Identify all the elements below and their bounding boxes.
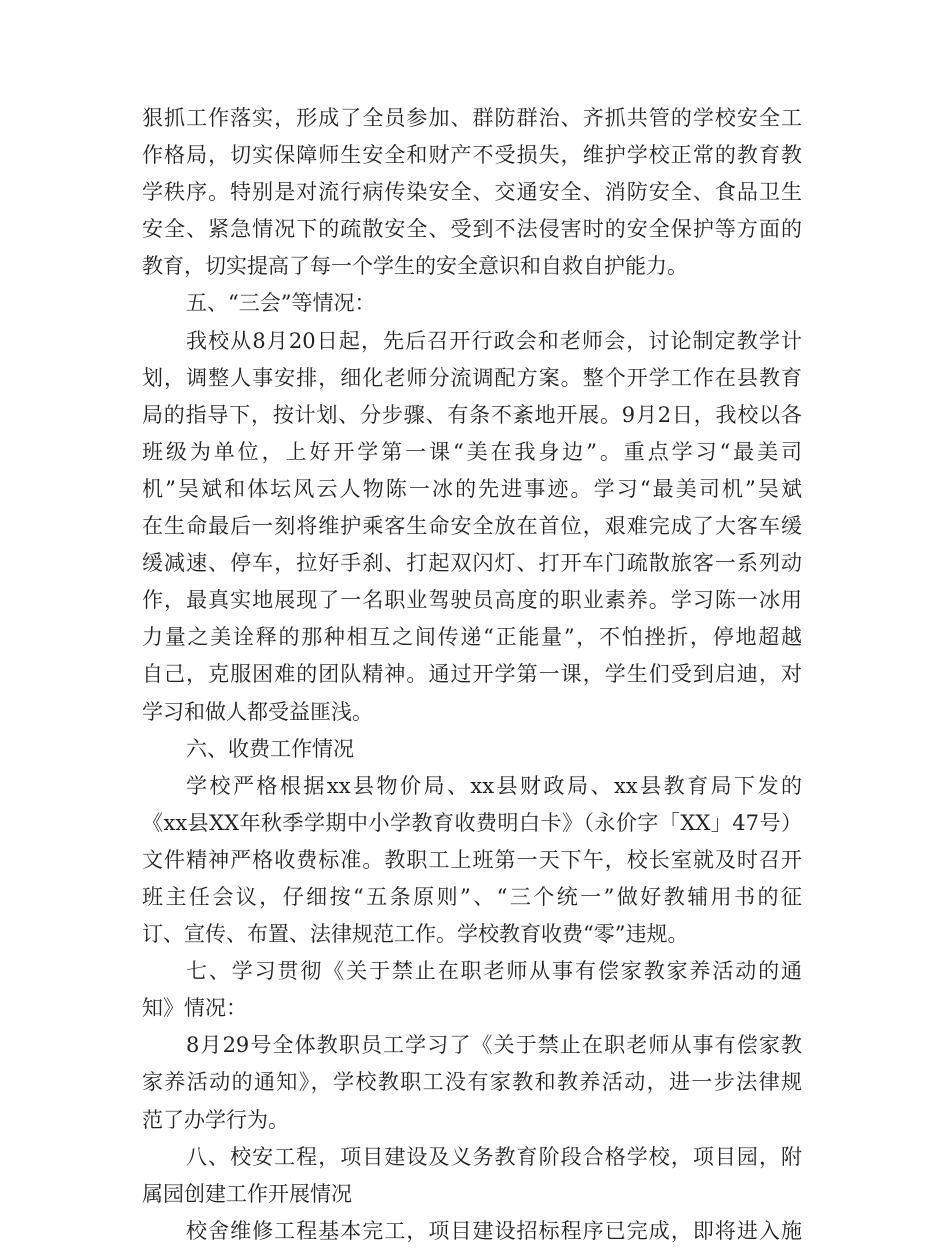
paragraph-line: 8月29号全体教职员工学习了《关于禁止在职老师从事有偿家教 xyxy=(186,1033,802,1058)
paragraph-line: 狠抓工作落实，形成了全员参加、群防群治、齐抓共管的学校安全工 xyxy=(142,106,802,130)
paragraph-line: 机”吴斌和体坛风云人物陈一冰的先进事迹。学习“最美司机”吴斌 xyxy=(142,476,802,501)
paragraph-line: 教育，切实提高了每一个学生的安全意识和自救自护能力。 xyxy=(142,254,688,279)
paragraph-line: 在生命最后一刻将维护乘客生命安全放在首位，艰难完成了大客车缓 xyxy=(142,514,802,539)
paragraph-line: 局的指导下，按计划、分步骤、有条不紊地开展。9月2日，我校以各 xyxy=(142,402,802,427)
paragraph-line: 家养活动的通知》，学校教职工没有家教和教养活动，进一步法律规 xyxy=(142,1070,802,1095)
paragraph-line: 班级为单位，上好开学第一课“美在我身边”。重点学习“最美司 xyxy=(142,439,802,464)
paragraph-line: 文件精神严格收费标准。教职工上班第一天下午，校长室就及时召开 xyxy=(142,847,802,872)
paragraph-line: 缓减速、停车，拉好手刹、打起双闪灯、打开车门疏散旅客一系列动 xyxy=(142,551,802,576)
paragraph-line: 学习和做人都受益匪浅。 xyxy=(142,699,373,724)
document-body xyxy=(142,100,802,1250)
section-heading: 属园创建工作开展情况 xyxy=(142,1181,352,1206)
section-heading: 八、校安工程，项目建设及义务教育阶段合格学校，项目园，附 xyxy=(186,1144,802,1169)
paragraph-line: 《xx县XX年秋季学期中小学教育收费明白卡》（永价字「XX」47号） xyxy=(142,810,802,835)
paragraph-line: 订、宣传、布置、法律规范工作。学校教育收费“零”违规。 xyxy=(142,922,689,947)
paragraph-line: 划，调整人事安排，细化老师分流调配方案。整个开学工作在县教育 xyxy=(142,365,802,390)
paragraph-line: 作，最真实地展现了一名职业驾驶员高度的职业素养。学习陈一冰用 xyxy=(142,588,802,613)
section-heading: 七、学习贯彻《关于禁止在职老师从事有偿家教家养活动的通 xyxy=(186,959,802,984)
section-heading: 知》情况： xyxy=(142,996,247,1021)
paragraph-line: 班主任会议，仔细按“五条原则”、“三个统一”做好教辅用书的征 xyxy=(142,884,802,909)
paragraph-line: 安全、紧急情况下的疏散安全、受到不法侵害时的安全保护等方面的 xyxy=(142,217,802,242)
section-heading: 六、收费工作情况 xyxy=(186,736,354,761)
paragraph-line: 自己，克服困难的团队精神。通过开学第一课，学生们受到启迪，对 xyxy=(142,662,802,687)
paragraph-line: 范了办学行为。 xyxy=(142,1107,289,1132)
paragraph-line: 我校从8月20日起，先后召开行政会和老师会，讨论制定教学计 xyxy=(186,328,802,353)
paragraph-line: 学校严格根据xx县物价局、xx县财政局、xx县教育局下发的 xyxy=(186,773,802,798)
paragraph-line: 作格局，切实保障师生安全和财产不受损失，维护学校正常的教育教 xyxy=(142,143,802,168)
paragraph-line: 力量之美诠释的那种相互之间传递“正能量”，不怕挫折，停地超越 xyxy=(142,625,802,650)
paragraph-line: 校舍维修工程基本完工，项目建设招标程序已完成，即将进入施 xyxy=(186,1218,802,1243)
section-heading: 五、“三会”等情况： xyxy=(186,291,376,316)
paragraph-line: 学秩序。特别是对流行病传染安全、交通安全、消防安全、食品卫生 xyxy=(142,180,802,205)
